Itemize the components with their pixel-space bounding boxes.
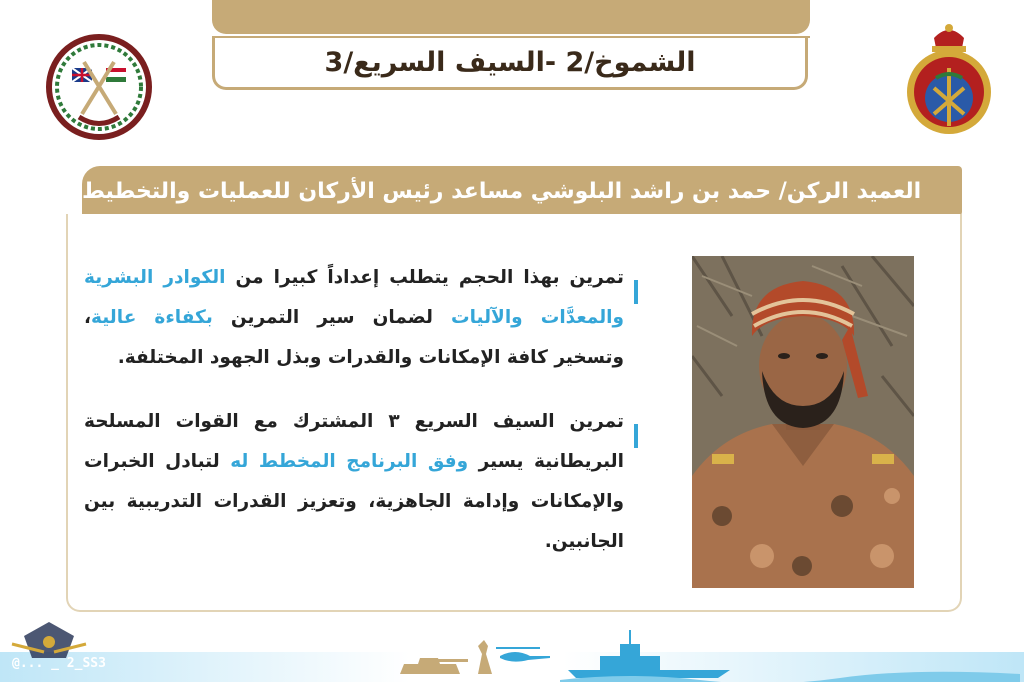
page-title-box <box>212 38 808 90</box>
armed-forces-crest-icon <box>902 18 996 136</box>
paragraph-1-text-c: ، وتسخير كافة الإمكانات والقدرات وبذل الجهود المختلفة. <box>84 307 624 368</box>
officer-photo <box>692 256 914 588</box>
paragraph-1-highlight-b: بكفاءة عالية <box>91 307 213 328</box>
paragraph-2-accent <box>634 424 638 448</box>
officer-name: العميد الركن/ حمد بن راشد البلوشي مساعد رئيس الأركان للعمليات والتخطيط <box>82 178 922 204</box>
page-title: الشموخ/2 -السيف السريع/3 <box>324 47 696 78</box>
exercise-emblem-icon <box>44 32 154 142</box>
military-silhouettes-icon <box>400 626 1020 682</box>
paragraph-2-highlight-a: وفق البرنامج المخطط له <box>230 451 469 472</box>
paragraph-1-accent <box>634 280 638 304</box>
paragraph-1 <box>84 258 624 378</box>
paragraph-2 <box>84 402 624 562</box>
paragraph-1-text-a: تمرين بهذا الحجم يتطلب إعداداً كبيرا من <box>225 267 624 288</box>
forum-watermark-icon <box>4 618 94 682</box>
paragraph-1-text-b: لضمان سير التمرين <box>212 307 452 328</box>
officer-name-bar <box>82 166 962 216</box>
paragraph-2-text-b: لتبادل الخبرات والإمكانات وإدامة الجاهزية، وتعزيز القدرات التدريبية بين الجانبين. <box>84 451 624 552</box>
top-banner <box>212 0 810 34</box>
footer-handle: @... _ 2_SS3 <box>12 656 106 671</box>
paragraph-2-text-a: تمرين السيف السريع ٣ المشترك مع القوات المسلحة البريطانية يسير <box>84 411 624 472</box>
paragraph-1-highlight-a: الكوادر البشرية والمعدَّات والآليات <box>84 267 624 328</box>
